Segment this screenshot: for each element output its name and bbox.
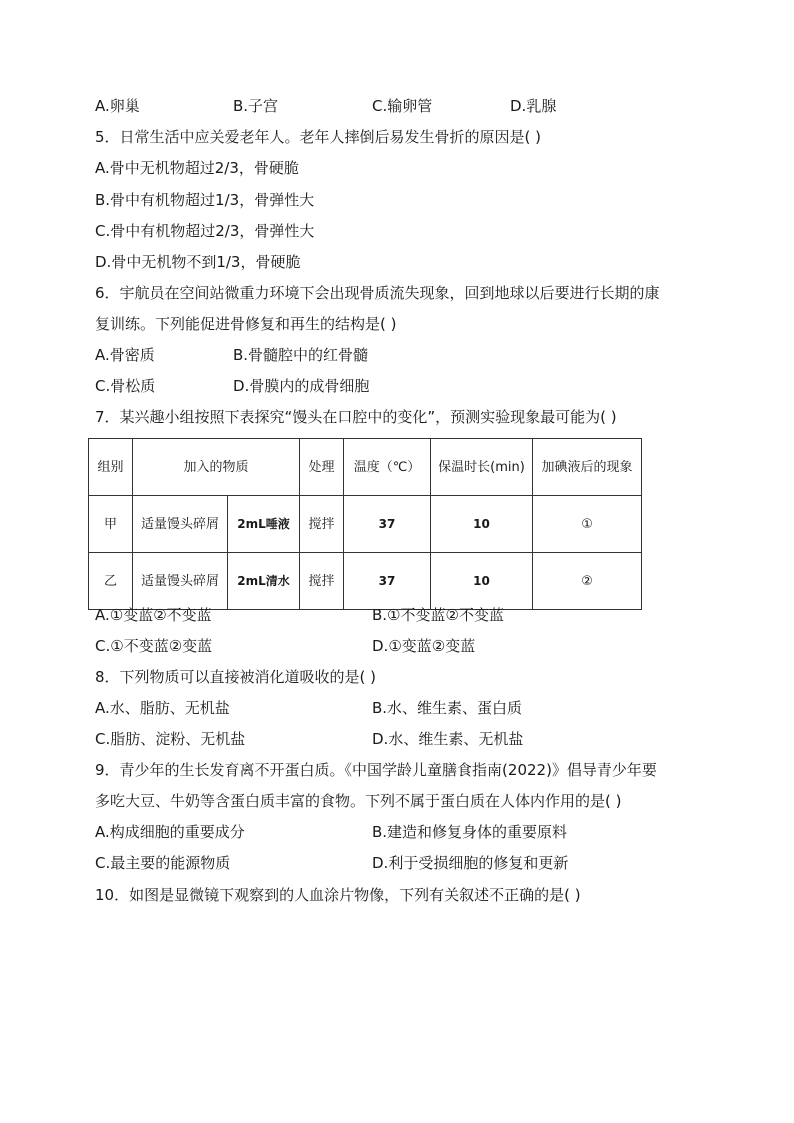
cell-group: 甲 bbox=[89, 496, 133, 553]
q6-option-b: B.骨髓腔中的红骨髓 bbox=[233, 346, 369, 364]
cell-liquid: 2mL唾液 bbox=[228, 496, 300, 553]
header-duration: 保温时长(min) bbox=[431, 439, 533, 496]
cell-duration: 10 bbox=[431, 496, 533, 553]
q9-option-c: C.最主要的能源物质 bbox=[95, 854, 231, 872]
cell-result: ① bbox=[533, 496, 642, 553]
q6-option-a: A.骨密质 bbox=[95, 346, 155, 364]
q5-option-d: D.骨中无机物不到1/3，骨硬脆 bbox=[95, 253, 301, 271]
q7-stem: 7．某兴趣小组按照下表探究“馒头在口腔中的变化”，预测实验现象最可能为( ) bbox=[95, 408, 617, 426]
q4-option-a: A.卵巢 bbox=[95, 97, 140, 115]
header-result: 加碘液后的现象 bbox=[533, 439, 642, 496]
q8-stem: 8．下列物质可以直接被消化道吸收的是( ) bbox=[95, 668, 377, 686]
q5-option-c: C.骨中有机物超过2/3，骨弹性大 bbox=[95, 222, 315, 240]
header-group: 组别 bbox=[89, 439, 133, 496]
q7-option-a: A.①变蓝②不变蓝 bbox=[95, 606, 212, 624]
table-row bbox=[89, 553, 642, 610]
q5-option-a: A.骨中无机物超过2/3，骨硬脆 bbox=[95, 159, 299, 177]
q8-option-c: C.脂肪、淀粉、无机盐 bbox=[95, 730, 246, 748]
q10-stem: 10．如图是显微镜下观察到的人血涂片物像，下列有关叙述不正确的是( ) bbox=[95, 886, 581, 904]
q4-option-d: D.乳腺 bbox=[510, 97, 557, 115]
cell-result: ② bbox=[533, 553, 642, 610]
q6-option-d: D.骨膜内的成骨细胞 bbox=[233, 377, 370, 395]
q9-stem-line2: 多吃大豆、牛奶等含蛋白质丰富的食物。下列不属于蛋白质在人体内作用的是( ) bbox=[95, 792, 622, 810]
cell-duration: 10 bbox=[431, 553, 533, 610]
cell-group: 乙 bbox=[89, 553, 133, 610]
cell-substance: 适量馒头碎屑 bbox=[133, 553, 228, 610]
cell-substance: 适量馒头碎屑 bbox=[133, 496, 228, 553]
q8-option-d: D.水、维生素、无机盐 bbox=[372, 730, 524, 748]
cell-temperature: 37 bbox=[344, 496, 431, 553]
table-header-row bbox=[89, 439, 642, 496]
q9-option-d: D.利于受损细胞的修复和更新 bbox=[372, 854, 569, 872]
cell-treatment: 搅拌 bbox=[300, 496, 344, 553]
q7-option-b: B.①不变蓝②不变蓝 bbox=[372, 606, 504, 624]
q4-option-c: C.输卵管 bbox=[372, 97, 433, 115]
cell-liquid: 2mL清水 bbox=[228, 553, 300, 610]
q7-option-d: D.①变蓝②变蓝 bbox=[372, 637, 476, 655]
header-treatment: 处理 bbox=[300, 439, 344, 496]
q5-option-b: B.骨中有机物超过1/3，骨弹性大 bbox=[95, 191, 315, 209]
q6-option-c: C.骨松质 bbox=[95, 377, 156, 395]
q6-stem-line1: 6．宇航员在空间站微重力环境下会出现骨质流失现象，回到地球以后要进行长期的康 bbox=[95, 284, 660, 302]
header-substance: 加入的物质 bbox=[133, 439, 300, 496]
q9-option-a: A.构成细胞的重要成分 bbox=[95, 823, 245, 841]
q8-option-a: A.水、脂肪、无机盐 bbox=[95, 699, 230, 717]
q8-option-b: B.水、维生素、蛋白质 bbox=[372, 699, 523, 717]
cell-temperature: 37 bbox=[344, 553, 431, 610]
q4-option-b: B.子宫 bbox=[233, 97, 279, 115]
q7-option-c: C.①不变蓝②变蓝 bbox=[95, 637, 213, 655]
q5-stem: 5．日常生活中应关爱老年人。老年人摔倒后易发生骨折的原因是( ) bbox=[95, 128, 542, 146]
q9-stem-line1: 9．青少年的生长发育离不开蛋白质。《中国学龄儿童膳食指南(2022)》倡导青少年要 bbox=[95, 761, 657, 779]
header-temperature: 温度（℃） bbox=[344, 439, 431, 496]
q6-stem-line2: 复训练。下列能促进骨修复和再生的结构是( ) bbox=[95, 315, 397, 333]
q9-option-b: B.建造和修复身体的重要原料 bbox=[372, 823, 568, 841]
cell-treatment: 搅拌 bbox=[300, 553, 344, 610]
experiment-table bbox=[88, 438, 642, 610]
table-row bbox=[89, 496, 642, 553]
